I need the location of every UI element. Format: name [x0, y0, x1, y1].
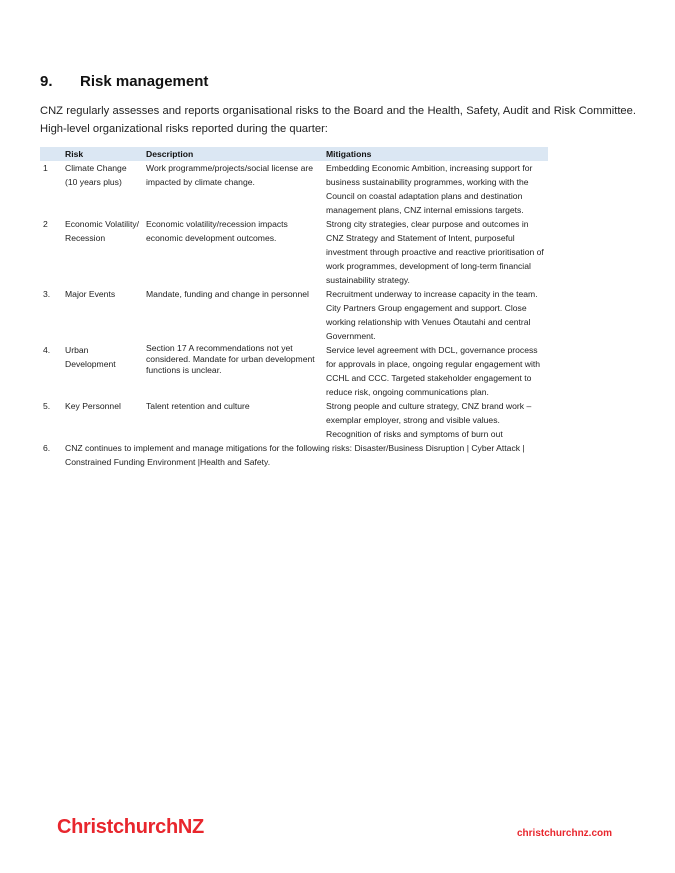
row-number: 3. — [43, 289, 51, 299]
row-description: Work programme/projects/social license are impacted by climate change. — [146, 163, 314, 187]
section-number: 9. — [40, 73, 53, 90]
risk-table — [40, 147, 548, 469]
row-mitigations: Service level agreement with DCL, governance process for approvals in place, ongoing regular engagement with CCHL and CCC. Targeted stakeholder engagement to reduce risk, ongoing communications plan. — [326, 345, 541, 397]
row-description: Mandate, funding and change in personnel — [146, 289, 309, 299]
row-risk: Climate Change (10 years plus) — [65, 163, 127, 187]
note-number: 6. — [43, 443, 51, 453]
section-heading — [40, 73, 208, 90]
row-mitigations: Embedding Economic Ambition, increasing support for business sustainability programmes, working with the Council on coastal adaptation plans and destination management plans, CNZ internal emissions targets. — [326, 163, 533, 215]
row-risk: Major Events — [65, 289, 116, 299]
row-risk: Key Personnel — [65, 401, 121, 411]
row-mitigations: Strong city strategies, clear purpose and outcomes in CNZ Strategy and Statement of Intent, purposeful investment through proactive and reactive prioritisation of work programmes, development of long-term financial sustainability strategy. — [326, 219, 544, 285]
row-mitigations: Recruitment underway to increase capacity in the team. City Partners Group engagement and support. Close working relationship with Venues Ōtautahi and central Government. — [326, 289, 538, 341]
row-risk: Economic Volatility/ Recession — [65, 219, 140, 243]
row-description: Economic volatility/recession impacts economic development outcomes. — [146, 219, 288, 243]
table-row — [40, 343, 548, 399]
row-mitigations: Strong people and culture strategy, CNZ brand work – exemplar employer, strong and visible values. Recognition of risks and symptoms of burn out — [326, 401, 532, 439]
table-row — [40, 217, 548, 287]
row-description: Section 17 A recommendations not yet considered. Mandate for urban development functions is unclear. — [146, 343, 315, 375]
row-number: 4. — [43, 345, 51, 355]
note-row — [40, 441, 548, 469]
section-title: Risk management — [80, 73, 209, 90]
header-num — [40, 147, 62, 161]
header-mitigations: Mitigations — [323, 147, 548, 161]
footer-url-link[interactable]: christchurchnz.com — [517, 828, 613, 839]
row-risk: Urban Development — [65, 345, 116, 369]
table-row — [40, 161, 548, 217]
table-row — [40, 399, 548, 441]
row-number: 2 — [43, 219, 48, 229]
header-description: Description — [143, 147, 323, 161]
table-header-row — [40, 147, 548, 161]
header-risk: Risk — [62, 147, 143, 161]
row-number: 1 — [43, 163, 48, 173]
christchurchnz-logo: ChristchurchNZ — [57, 816, 204, 838]
row-number: 5. — [43, 401, 51, 411]
note-text: CNZ continues to implement and manage mitigations for the following risks: Disaster/Business Disruption | Cyber Attack | Constrained Funding Environment |Health and Safety. — [65, 443, 525, 467]
row-description: Talent retention and culture — [146, 401, 250, 411]
table-row — [40, 287, 548, 343]
intro-paragraph: CNZ regularly assesses and reports organisational risks to the Board and the Health, Safety, Audit and Risk Committee. High-level organizational risks reported during the quarter: — [40, 105, 636, 135]
